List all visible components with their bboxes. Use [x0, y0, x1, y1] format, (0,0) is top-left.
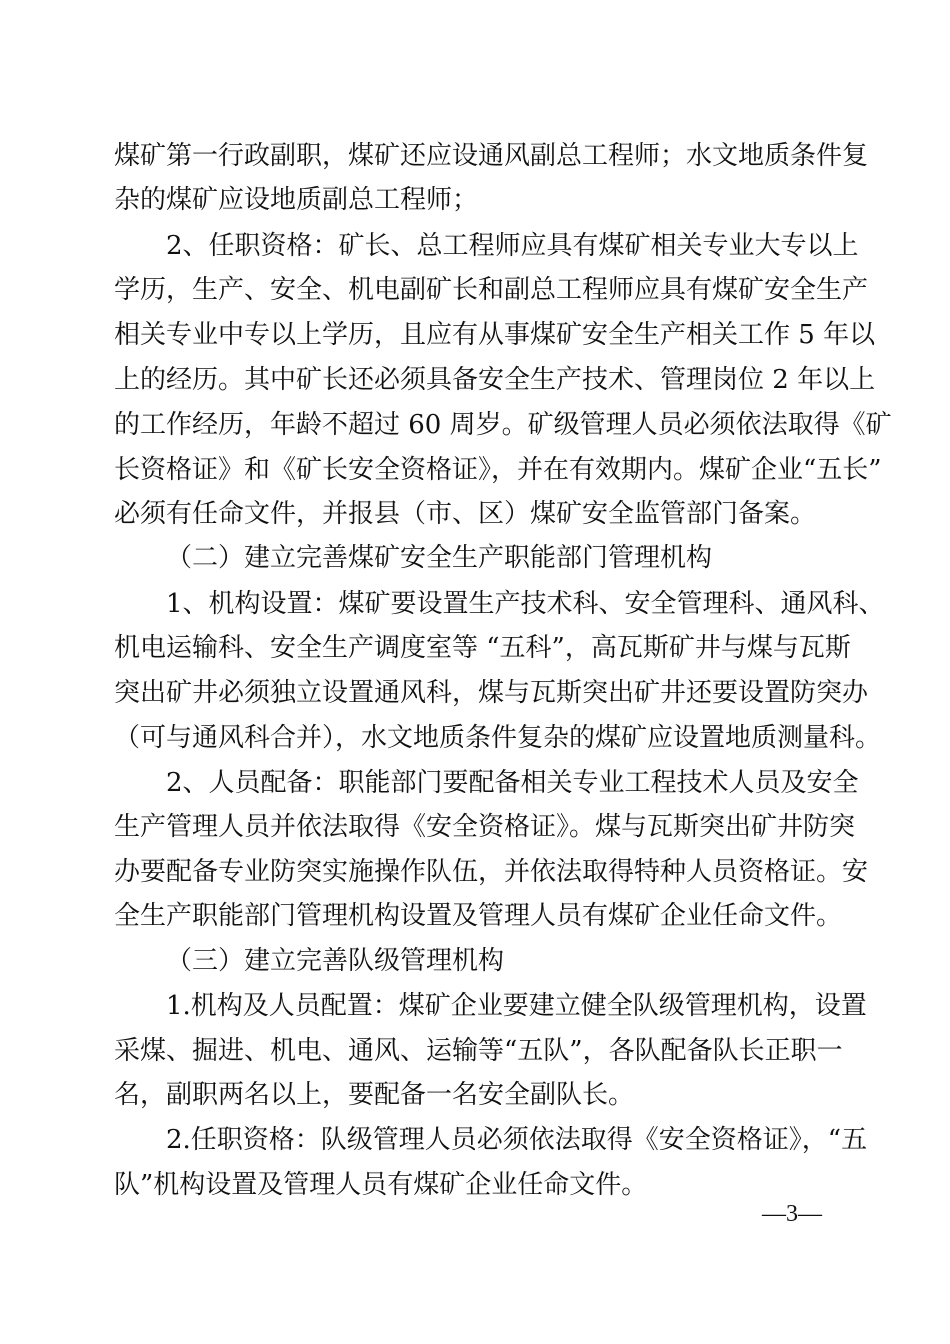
section-heading: （二）建立完善煤矿安全生产职能部门管理机构 [166, 543, 713, 573]
text-line: 杂的煤矿应设地质副总工程师； [114, 185, 479, 215]
text-line: 突出矿井必须独立设置通风科，煤与瓦斯突出矿井还要设置防突办 [114, 678, 869, 708]
text-line: 1.机构及人员配置：煤矿企业要建立健全队级管理机构，设置 [166, 991, 867, 1021]
text-line: 机电运输科、安全生产调度室等 “五科”，高瓦斯矿井与煤与瓦斯 [114, 633, 851, 663]
section-heading: （三）建立完善队级管理机构 [166, 946, 505, 976]
text-line: 上的经历。其中矿长还必须具备安全生产技术、管理岗位 2 年以上 [114, 365, 876, 395]
text-line: 采煤、掘进、机电、通风、运输等“五队”，各队配备队长正职一 [114, 1036, 843, 1066]
text-line: 的工作经历，年龄不超过 60 周岁。矿级管理人员必须依法取得《矿 [114, 410, 892, 440]
text-line: 必须有任命文件，并报县（市、区）煤矿安全监管部门备案。 [114, 499, 817, 529]
text-line: 队”机构设置及管理人员有煤矿企业任命文件。 [114, 1170, 648, 1200]
text-line: 名，副职两名以上，要配备一名安全副队长。 [114, 1080, 635, 1110]
text-line: 1、机构设置：煤矿要设置生产技术科、安全管理科、通风科、 [166, 589, 885, 619]
text-line: 相关专业中专以上学历，且应有从事煤矿安全生产相关工作 5 年以 [114, 320, 876, 350]
text-line: 学历，生产、安全、机电副矿长和副总工程师应具有煤矿安全生产 [114, 275, 869, 305]
text-line: 2、任职资格：矿长、总工程师应具有煤矿相关专业大专以上 [166, 231, 859, 261]
text-line: 长资格证》和《矿长安全资格证》，并在有效期内。煤矿企业“五长” [114, 455, 882, 485]
text-line: 全生产职能部门管理机构设置及管理人员有煤矿企业任命文件。 [114, 901, 843, 931]
text-line: （可与通风科合并），水文地质条件复杂的煤矿应设置地质测量科。 [114, 723, 882, 753]
page-number: —3— [762, 1201, 822, 1227]
text-line: 煤矿第一行政副职，煤矿还应设通风副总工程师；水文地质条件复 [114, 141, 869, 171]
text-line: 办要配备专业防突实施操作队伍，并依法取得特种人员资格证。安 [114, 857, 869, 887]
text-line: 生产管理人员并依法取得《安全资格证》。煤与瓦斯突出矿井防突 [114, 812, 856, 842]
text-line: 2、人员配备：职能部门要配备相关专业工程技术人员及安全 [166, 768, 859, 798]
text-line: 2.任职资格：队级管理人员必须依法取得《安全资格证》，“五 [166, 1125, 868, 1155]
